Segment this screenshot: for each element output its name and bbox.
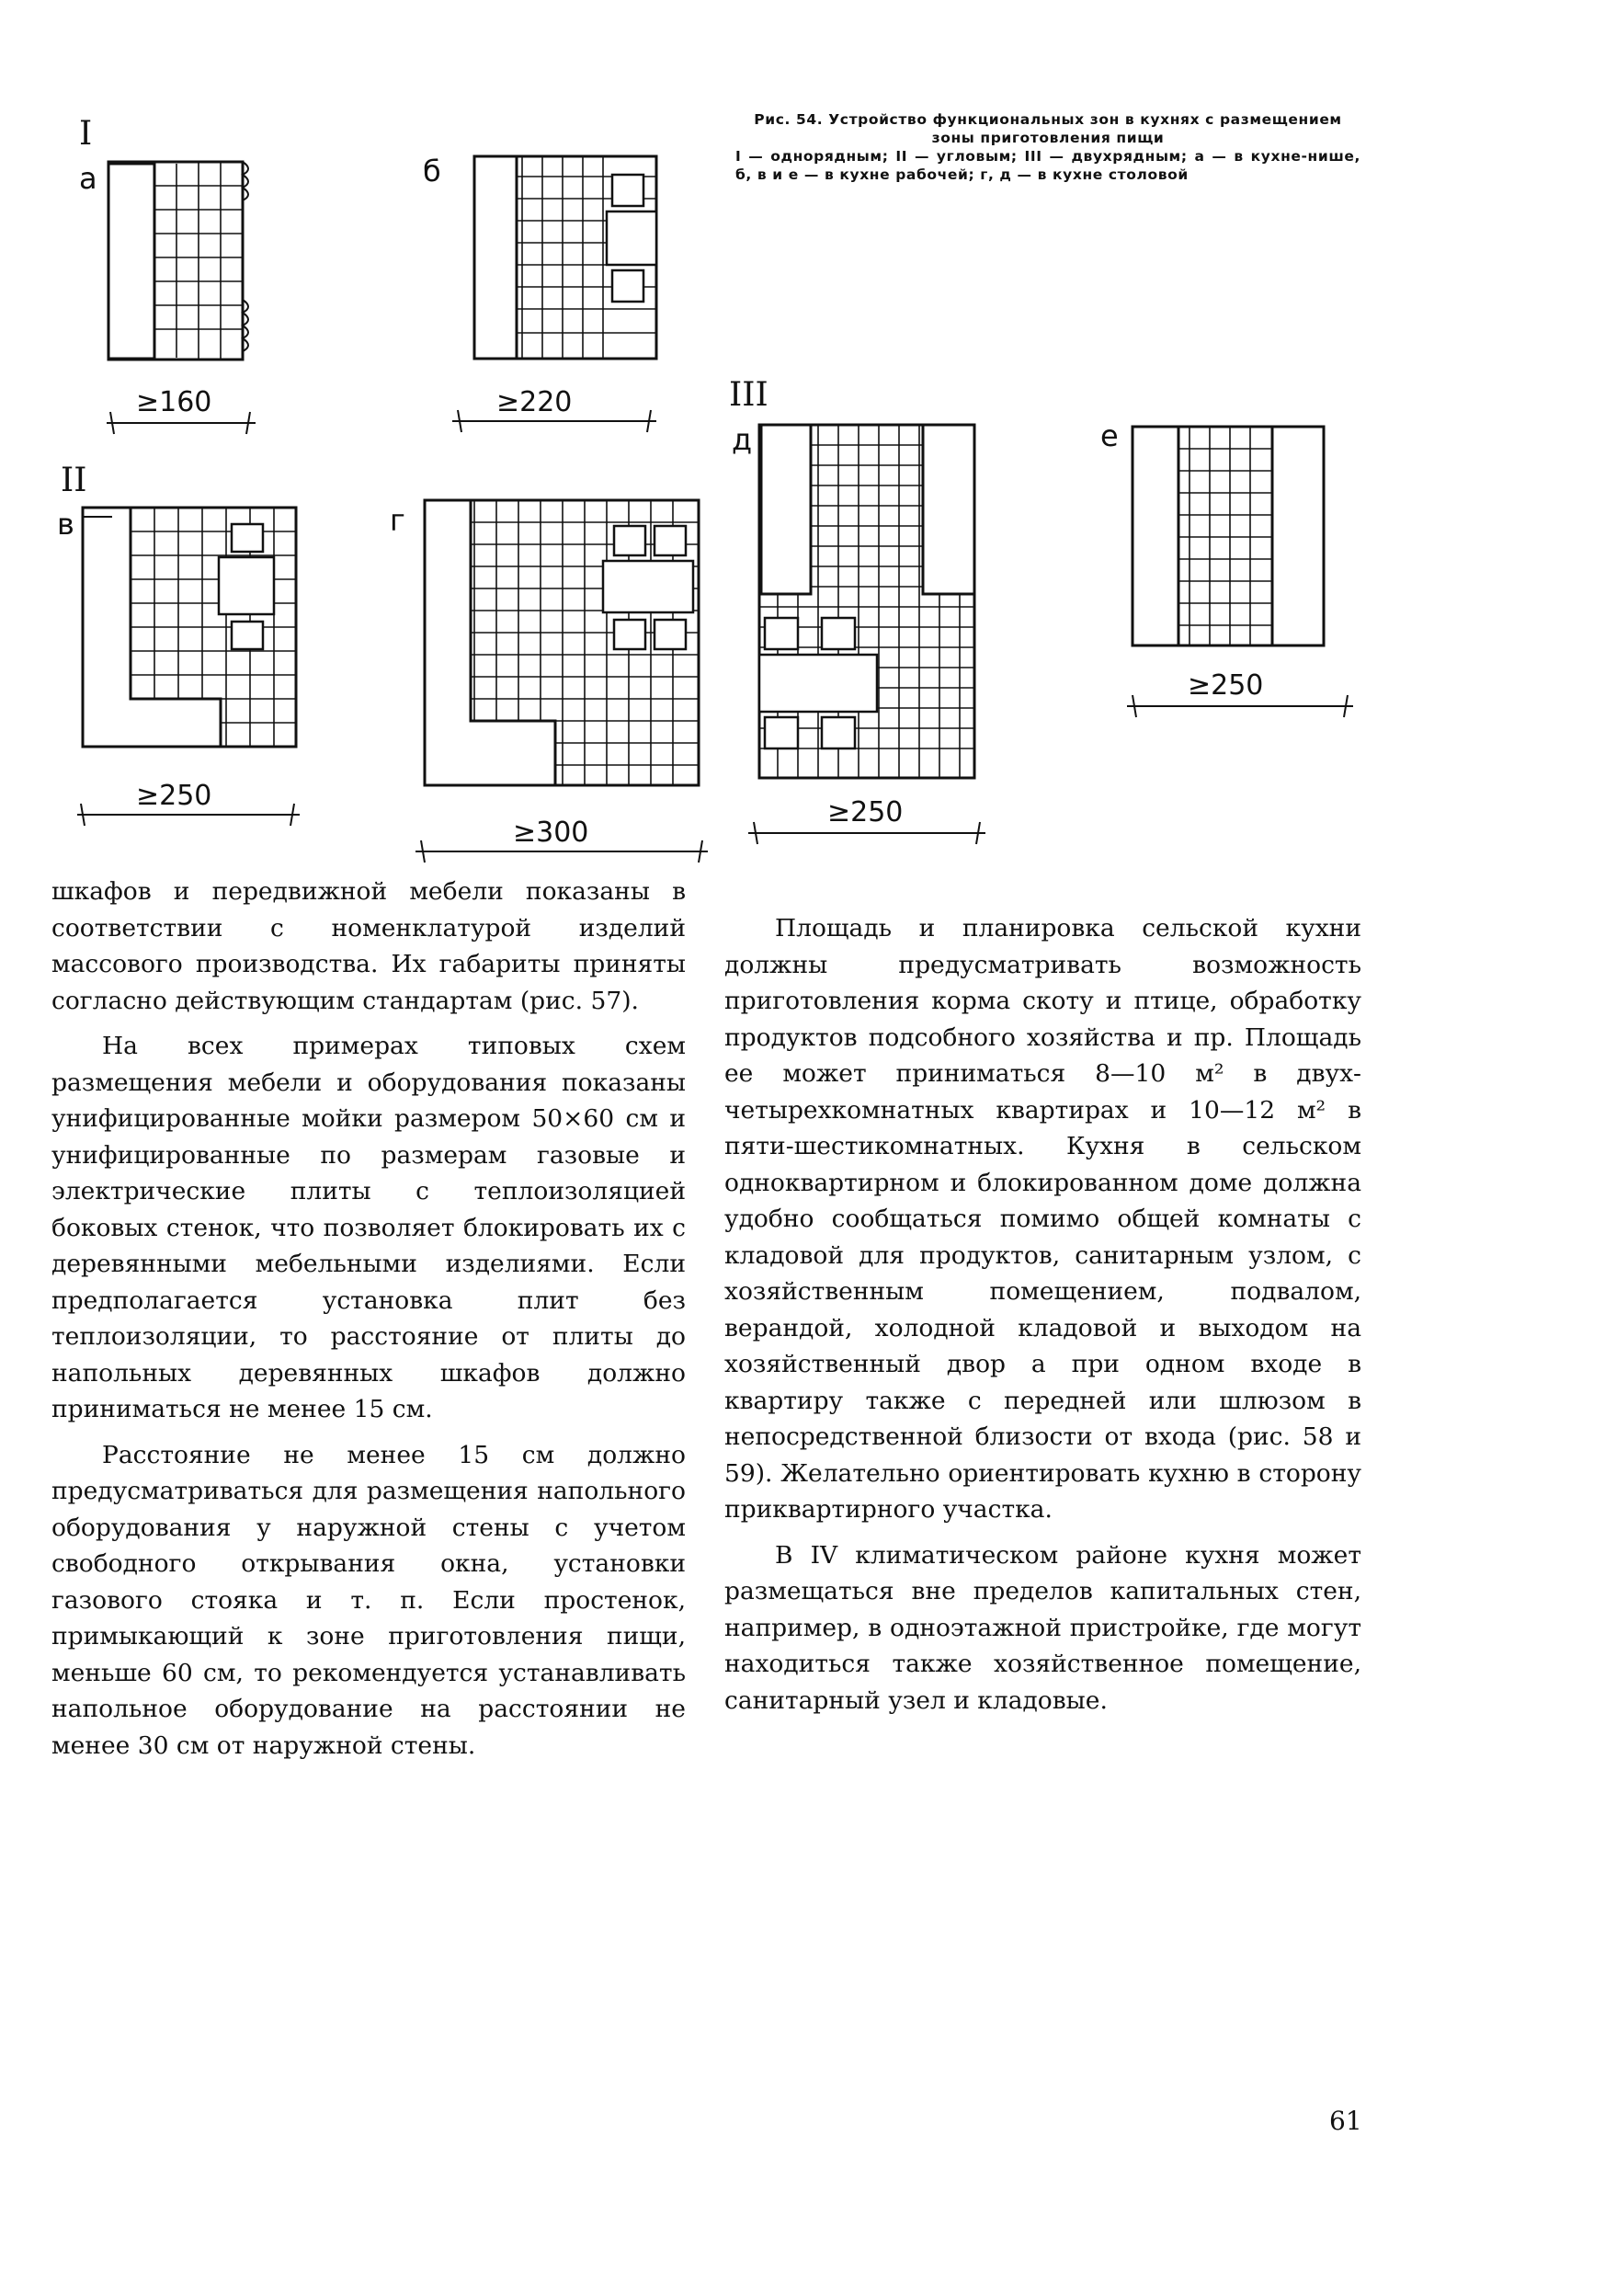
paragraph: Расстояние не менее 15 см должно предусматриваться для размещения напольного оборудования у наружной стены с учетом свободного открывания окна, установки газового стояка и т. п. Если простенок, примыкающий к зоне приготовления пищи, меньше 60 см, то рекомендуется устанавливать напольное оборудование на расстоянии не менее 30 см от наружной стены. (51, 1440, 686, 1760)
figure-caption (735, 110, 1360, 184)
group-label-corner: II (61, 462, 87, 499)
paragraph: На всех примерах типовых схем размещения мебели и оборудования показаны унифицированные мойки размером 50×60 см и унифицированные по размерам газовые и электрические плиты с теплоизоляцией боковых стенок, что позволяет блокировать их с деревянными мебельными изделиями. Если предполагается установка плит без теплоизоляции, то расстояние от плиты до напольных деревянных шкафов должно приниматься не менее 15 см. (51, 1032, 686, 1423)
figure-caption-legend: I — однорядным; II — угловым; III — двухрядным; а — в кухне-нише, б, в и е — в кухне рабочей; г, д — в кухне столовой (735, 148, 1360, 183)
plan-d (752, 419, 982, 787)
dimension-a-value: ≥160 (136, 386, 212, 418)
group-label-two-row: III (729, 376, 768, 414)
group-label-one-row: I (79, 115, 93, 153)
plan-b (467, 153, 660, 366)
variant-label-e: е (1100, 418, 1119, 453)
dimension-g-value: ≥300 (513, 817, 589, 849)
plan-v (75, 497, 314, 763)
figure-caption-title: Рис. 54. Устройство функциональных зон в кухнях с размещением зоны приготовления пищи (754, 111, 1342, 146)
variant-label-v: в (57, 507, 74, 542)
variant-label-g: г (390, 503, 405, 538)
page-number: 61 (1329, 2106, 1362, 2136)
variant-label-b: б (423, 154, 441, 188)
paragraph: В IV климатическом районе кухня может размещаться вне пределов капитальных стен, например, в одноэтажной пристройке, где могут находиться также хозяйственное помещение, санитарный узел и кладовые. (724, 1540, 1361, 1715)
plan-g (417, 491, 711, 794)
dimension-d-value: ≥250 (827, 796, 904, 828)
plan-e (1125, 419, 1327, 658)
paragraph: шкафов и передвижной мебели показаны в соответствии с номенклатурой изделий массового производства. Их габариты приняты согласно действующим стандартам (рис. 57). (51, 877, 686, 1015)
variant-label-a: а (79, 161, 97, 196)
dimension-v-value: ≥250 (136, 780, 212, 812)
paragraph: Площадь и планировка сельской кухни должны предусматривать возможность приготовления корма скоту и птице, обработку продуктов подсобного хозяйства и пр. Площадь ее может приниматься 8—10 м² в двух-четырехкомнатных квартирах и 10—12 м² в пяти-шестикомнатных. Кухня в сельском одноквартирном и блокированном доме должна удобно сообщаться помимо общей комнаты с кладовой для продуктов, санитарным узлом, с хозяйственным помещением, подвалом, верандой, холодной кладовой и выходом на хозяйственный двор а при одном входе в квартиру также с передней или шлюзом в непосредственной близости от входа (рис. 58 и 59). Желательно ориентировать кухню в сторону приквартирного участка. (724, 914, 1361, 1524)
right-text-column (724, 910, 1361, 1719)
plan-a (103, 154, 268, 368)
dimension-b-value: ≥220 (496, 386, 573, 418)
left-text-column (51, 874, 686, 1764)
variant-label-d: д (732, 422, 753, 457)
dimension-e-value: ≥250 (1188, 669, 1264, 702)
